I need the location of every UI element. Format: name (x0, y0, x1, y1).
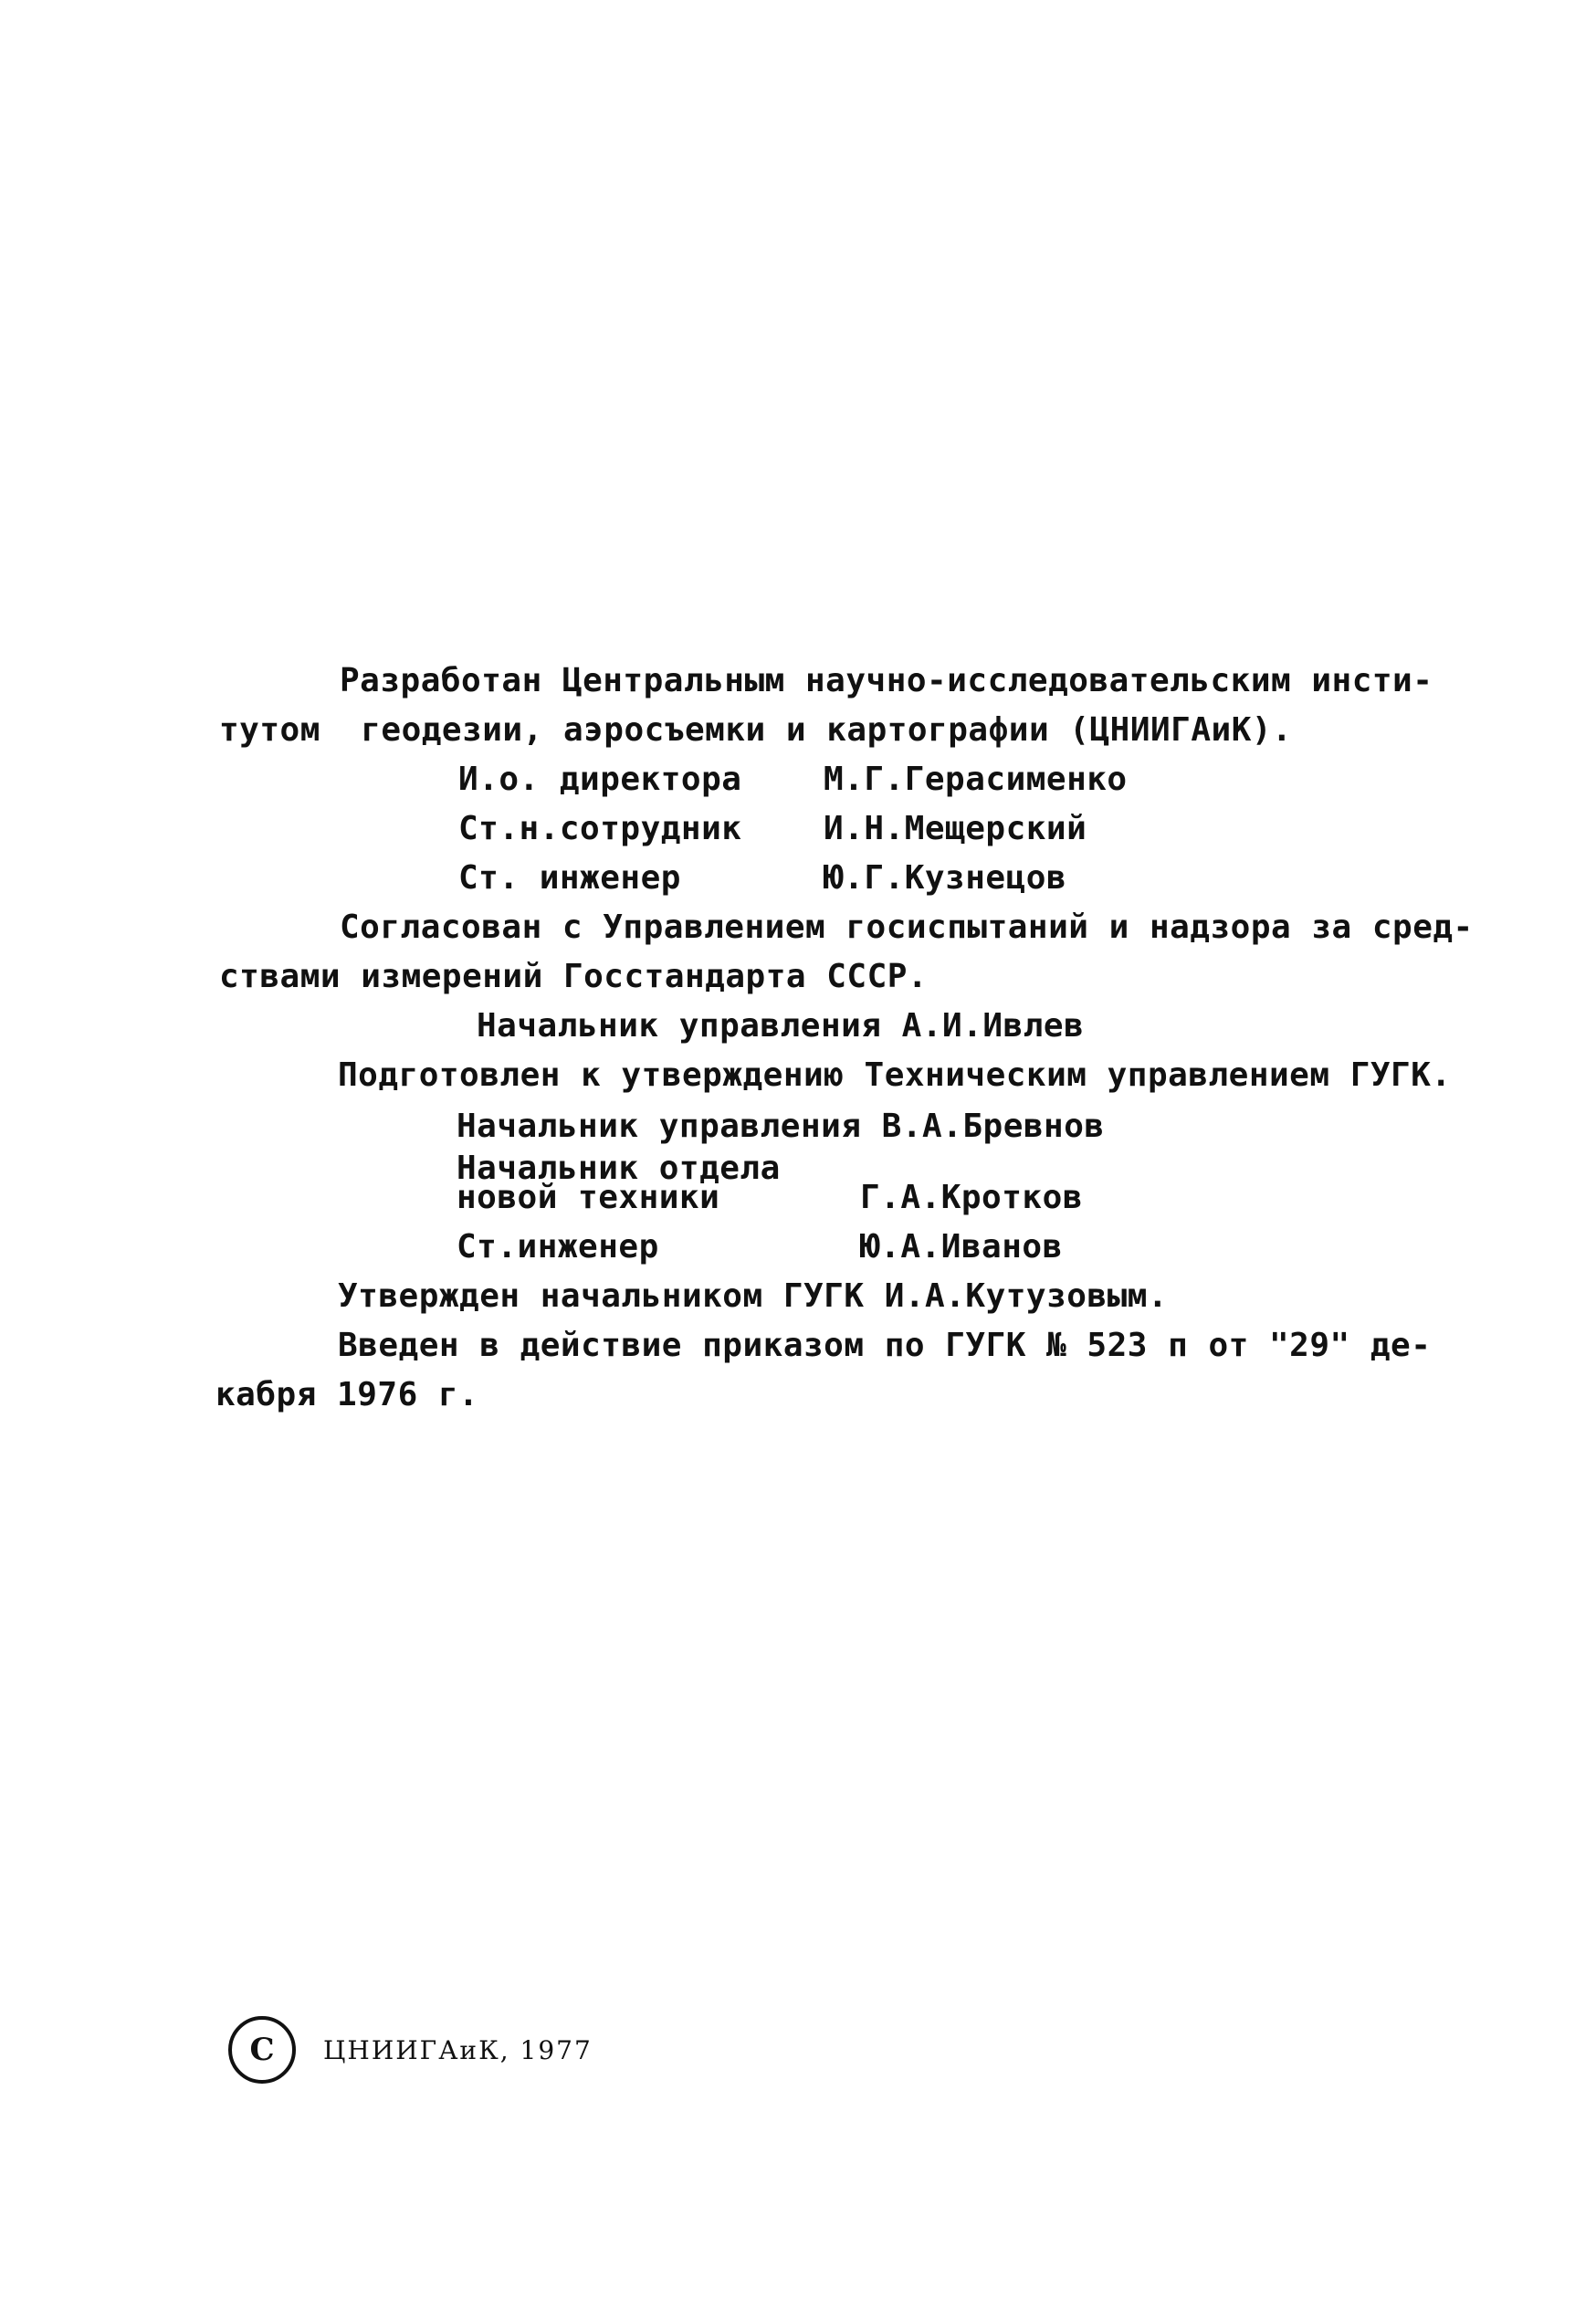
copyright-text: ЦНИИГАиК, 1977 (323, 2034, 593, 2065)
signatory-name: Ю.Г.Кузнецов (824, 859, 1067, 897)
copyright-icon (228, 2016, 296, 2084)
text-line: Начальник управления А.И.Ивлев (477, 1007, 1085, 1045)
signatory-name: И.Н.Мещерский (824, 810, 1087, 847)
signatory-role: Начальник отдела (457, 1150, 781, 1187)
text-line: Введен в действие приказом по ГУГК № 523 п от "29" де- (338, 1327, 1432, 1364)
text-line: Согласован с Управлением госиспытаний и надзора за сред- (340, 909, 1474, 946)
signatory-role: Ст.н.сотрудник (458, 810, 742, 847)
signatory-role: новой техники (457, 1179, 720, 1216)
copyright-notice (228, 2013, 593, 2086)
text-line: Разработан Центральным научно-исследовательским инсти- (340, 662, 1433, 699)
text-line: Начальник управления В.А.Бревнов (457, 1108, 1105, 1145)
signatory-role: Ст.инженер (457, 1228, 659, 1266)
signatory-name: Ю.А.Иванов (860, 1228, 1063, 1266)
text-line: ствами измерений Госстандарта СССР. (219, 958, 929, 995)
signatory-role: Ст. инженер (458, 859, 681, 897)
signatory-name: М.Г.Герасименко (824, 761, 1128, 798)
signatory-name: Г.А.Кротков (860, 1179, 1083, 1216)
text-line: Подготовлен к утверждению Техническим управлением ГУГК. (338, 1056, 1452, 1094)
text-line: Утвержден начальником ГУГК И.А.Кутузовым. (338, 1277, 1169, 1315)
text-line: тутом геодезии, аэросъемки и картографии (ЦНИИГАиК). (219, 711, 1293, 749)
signatory-role: И.о. директора (458, 761, 742, 798)
copyright-symbol: C (249, 2032, 275, 2068)
text-line: кабря 1976 г. (215, 1376, 479, 1413)
